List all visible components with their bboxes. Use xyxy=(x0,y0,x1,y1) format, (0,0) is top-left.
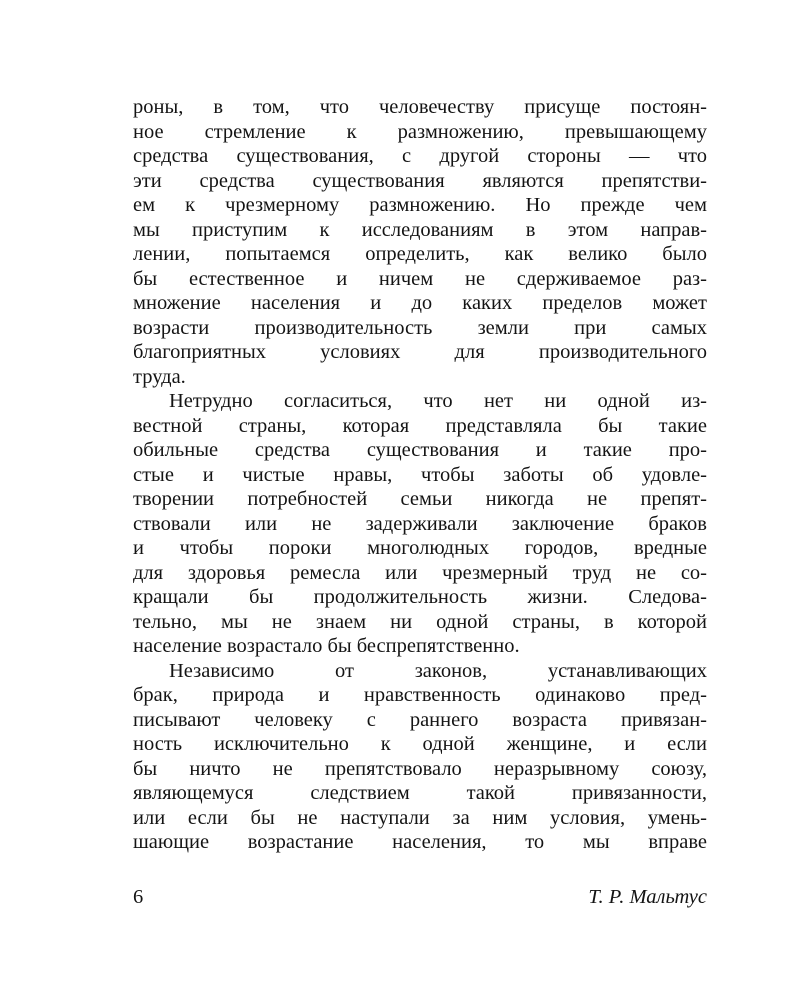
text-line: Независимо от законов, устанавливающих xyxy=(169,659,707,682)
text-line: множение населения и до каких пределов может xyxy=(133,292,707,314)
running-footer-author: Т. Р. Мальтус xyxy=(588,886,707,908)
text-line: и чтобы пороки многолюдных городов, вредные xyxy=(133,537,707,559)
page-body-text xyxy=(133,95,707,855)
text-line: лении, попытаемся определить, как велико было xyxy=(133,243,707,265)
text-line: ем к чрезмерному размножению. Но прежде чем xyxy=(133,194,707,216)
text-line: брак, природа и нравственность одинаково пред- xyxy=(133,684,707,706)
text-line: бы естественное и ничем не сдерживаемое раз- xyxy=(133,267,707,290)
text-line: шающие возрастание населения, то мы вправе xyxy=(133,831,707,853)
text-line: средства существования, с другой стороны — что xyxy=(133,145,707,167)
text-line: население возрастало бы беспрепятственно. xyxy=(133,635,520,657)
text-line: роны, в том, что человечеству присуще постоян- xyxy=(133,96,707,118)
text-line: бы ничто не препятствовало неразрывному союзу, xyxy=(133,757,707,780)
text-line: обильные средства существования и такие про- xyxy=(133,439,707,461)
text-line: для здоровья ремесла или чрезмерный труд не со- xyxy=(133,561,707,584)
page-footer xyxy=(133,884,707,910)
text-line: ность исключительно к одной женщине, и если xyxy=(133,733,707,755)
text-line: ствовали или не задерживали заключение браков xyxy=(133,512,707,535)
text-line: эти средства существования являются препятстви- xyxy=(133,169,707,192)
text-line: ное стремление к размножению, превышающему xyxy=(133,120,707,143)
text-line: кращали бы продолжительность жизни. Следова- xyxy=(133,586,707,608)
text-line: творении потребностей семьи никогда не препят- xyxy=(133,488,707,510)
text-line: тельно, мы не знаем ни одной страны, в которой xyxy=(133,610,707,633)
text-line: стые и чистые нравы, чтобы заботы об удовле- xyxy=(133,463,707,486)
text-line: или если бы не наступали за ним условия, умень- xyxy=(133,806,707,829)
paragraph-1 xyxy=(133,95,707,389)
text-line: труда. xyxy=(133,365,186,388)
text-line: писывают человеку с раннего возраста привязан- xyxy=(133,708,707,731)
text-line: вестной страны, которая представляла бы такие xyxy=(133,414,707,437)
paragraph-3 xyxy=(133,659,707,855)
text-line: мы приступим к исследованиям в этом направ- xyxy=(133,218,707,241)
paragraph-2 xyxy=(133,389,707,659)
page-number: 6 xyxy=(133,886,144,908)
text-line: возрасти производительность земли при самых xyxy=(133,316,707,339)
text-line: благоприятных условиях для производительного xyxy=(133,341,707,363)
text-line: Нетрудно согласиться, что нет ни одной из- xyxy=(169,390,707,412)
text-line: являющемуся следствием такой привязанности, xyxy=(133,782,707,804)
